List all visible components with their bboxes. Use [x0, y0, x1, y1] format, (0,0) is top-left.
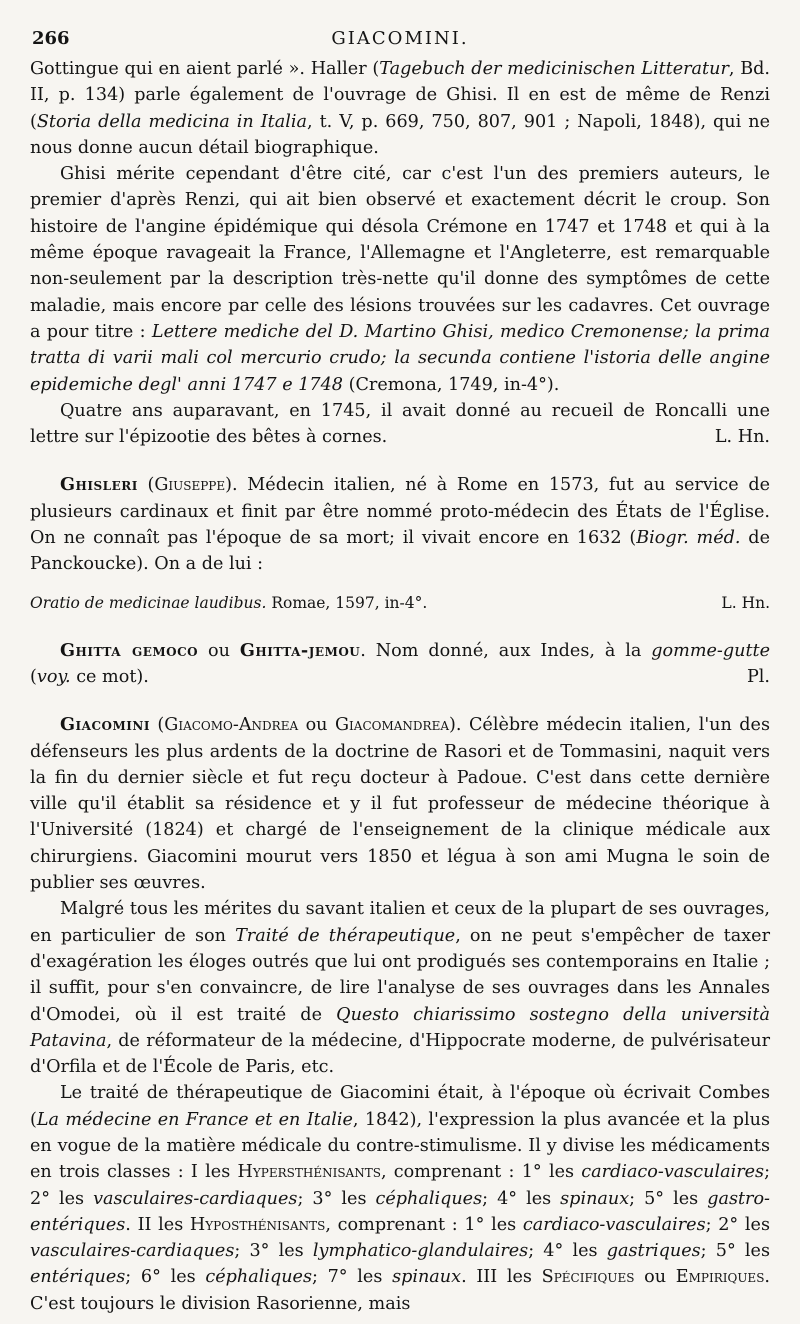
page-number: 266 — [32, 28, 70, 49]
ghisi-paragraph-3: Quatre ans auparavant, en 1745, il avait donné au recueil de Roncalli une lettre sur l'épizootie des bêtes à cornes. L. Hn. — [30, 398, 770, 451]
giacomini-paragraph-2: Malgré tous les mérites du savant italien et ceux de la plupart de ses ouvrages, en particulier de son Traité de thérapeutique, on ne peut s'empêcher de taxer d'exagération les éloges outrés que lui ont prodigués ses contemporains en Italie ; il suffit, pour s'en convaincre, de lire l'analyse de ses ouvrages dans les Annales d'Omodei, où il est traité de Questo chiarissimo sostegno della università Patavina, de réformateur de la médecine, d'Hippocrate moderne, de pulvérisateur d'Orfila et de l'École de Paris, etc. — [30, 899, 770, 1078]
page-header — [30, 28, 770, 56]
ghitta-signature: Pl. — [746, 666, 770, 687]
running-title: GIACOMINI. — [331, 28, 469, 49]
entry-ghisleri: Ghisleri (Giuseppe). Médecin italien, né à Rome en 1573, fut au service de plusieurs cardinaux et finit par être nommé proto-médecin des États de l'Église. On ne connaît pas l'époque de sa mort; il vivait encore en 1632 (Biogr. méd. de Panckoucke). On a de lui : — [30, 474, 770, 575]
headword-ghisleri: Ghisleri — [60, 474, 138, 496]
headword-giacomini: Giacomini — [60, 714, 150, 736]
document-page — [30, 28, 770, 1317]
entry-giacomini: Giacomini (Giacomo-Andrea ou Giacomandrea). Célèbre médecin italien, l'un des défenseurs les plus ardents de la doctrine de Rasori et de Tommasini, naquit vers la fin du dernier siècle et fut reçu docteur à Padoue. C'est dans cette dernière ville qu'il établit sa résidence et y il fut professeur de médecine théorique à l'Université (1824) et chargé de l'enseignement de la clinique médicale aux chirurgiens. Giacomini mourut vers 1850 et légua à son ami Mugna le soin de publier ses œuvres. — [30, 714, 771, 894]
ghisi-paragraph-1: Gottingue qui en aient parlé ». Haller (Tagebuch der medicinischen Litteratur, Bd. II, p. 134) parle également de l'ouvrage de Ghisi. Il en est de même de Renzi (Storia della medicina in Italia, t. V, p. 669, 750, 807, 901 ; Napoli, 1848), qui ne nous donne aucun détail biographique. — [30, 59, 770, 158]
ghisleri-signature: L. Hn. — [721, 593, 770, 612]
headword-ghitta: Ghitta gemoco — [60, 639, 199, 661]
ghisi-paragraph-2: Ghisi mérite cependant d'être cité, car c'est l'un des premiers auteurs, le premier d'après Renzi, qui ait bien observé et exactement décrit le croup. Son histoire de l'angine épidémique qui désola Crémone en 1747 et 1748 et qui à la même époque ravageait la France, l'Allemagne et l'Angleterre, est remarquable non-seulement par la description très-nette qu'il donne des symptômes de cette maladie, mais encore par celle des lésions trouvées sur les cadavres. Cet ouvrage a pour titre : Lettere mediche del D. Martino Ghisi, medico Cremonense; la prima tratta di varii mali col mercurio crudo; la secunda contiene l'istoria delle angine epidemiche degl' anni 1747 e 1748 (Cremona, 1749, in-4°). — [30, 164, 770, 395]
ghisi-signature: L. Hn. — [714, 427, 770, 448]
entry-ghitta: Ghitta gemoco ou Ghitta-jemou. Nom donné, aux Indes, à la gomme-gutte (voy. ce mot). Pl. — [30, 638, 770, 691]
ghisleri-bibliography: Oratio de medicinae laudibus. Romae, 1597, in-4°. L. Hn. — [30, 590, 770, 616]
giacomini-paragraph-3: Le traité de thérapeutique de Giacomini était, à l'époque où écrivait Combes (La médecine en France et en Italie, 1842), l'expression la plus avancée et la plus en vogue de la matière médicale du contre-stimulisme. Il y divise les médicaments en trois classes : I les Hypersthénisants, comprenant : 1° les cardiaco-vasculaires; 2° les vasculaires-cardiaques; 3° les céphaliques; 4° les spinaux; 5° les gastro-entériques. II les Hyposthénisants, comprenant : 1° les cardiaco-vasculaires; 2° les vasculaires-cardiaques; 3° les lymphatico-glandulaires; 4° les gastriques; 5° les entériques; 6° les céphaliques; 7° les spinaux. III les Spécifiques ou Empiriques. C'est toujours le division Rasorienne, mais — [30, 1083, 771, 1314]
